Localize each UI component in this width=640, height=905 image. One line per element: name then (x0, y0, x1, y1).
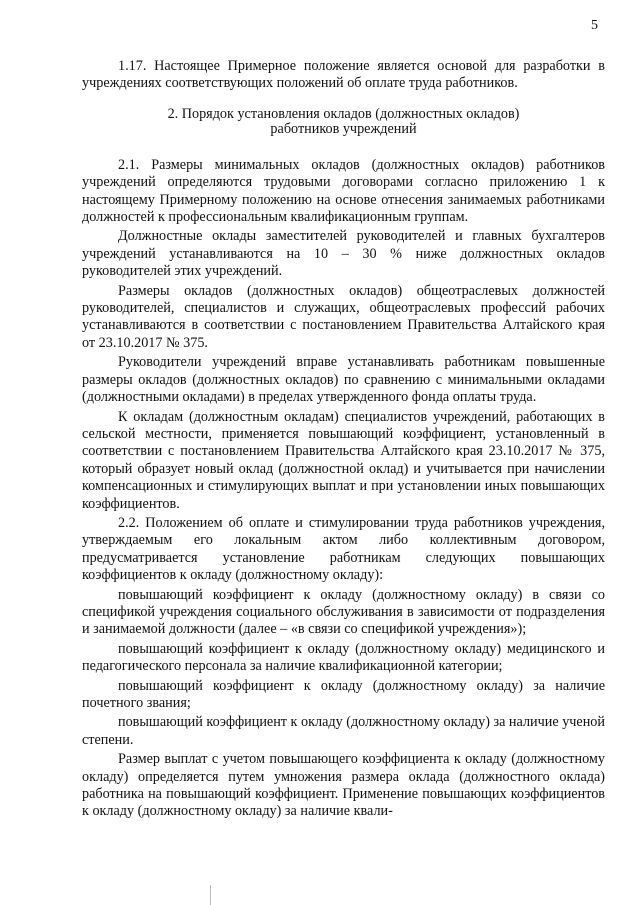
list-item-2: повышающий коэффициент к окладу (должностному окладу) медицинского и педагогического персонала за наличие квалификационной категории; (82, 640, 605, 675)
section-heading (82, 107, 605, 137)
section-heading-line-1: 2. Порядок установления окладов (должностных окладов) (167, 105, 520, 122)
paragraph-1-17: 1.17. Настоящее Примерное положение является основой для разработки в учреждениях соответствующих положений об оплате труда работников. (82, 58, 605, 92)
document-body (82, 58, 605, 821)
paragraph-salaries: Размеры окладов (должностных окладов) общеотраслевых должностей руководителей, специалистов и служащих, общеотраслевых профессий рабочих устанавливаются в соответствии с постановлением Правительства Алтайского края от 23.10.2017 № 375. (82, 282, 605, 351)
section-heading-line-2: работников учреждений (270, 120, 417, 137)
paragraph-heads: Руководители учреждений вправе устанавливать работникам повышенные размеры окладов (должностных окладов) по сравнению с минимальными окладами (должностными окладами) в пределах утвержденного фонда оплаты труда. (82, 354, 605, 406)
list-item-3: повышающий коэффициент к окладу (должностному окладу) за наличие почетного звания; (82, 677, 605, 711)
scan-mark (210, 885, 211, 905)
paragraph-deputies: Должностные оклады заместителей руководителей и главных бухгалтеров учреждений устанавливаются на 10 – 30 % ниже должностных окладов руководителей этих учреждений. (82, 228, 605, 280)
paragraph-2-2: 2.2. Положением об оплате и стимулировании труда работников учреждения, утверждаемым его локальным актом либо коллективным договором, предусматривается установление работникам следующих повышающих коэффициентов к окладу (должностному окладу): (82, 514, 605, 584)
page-number: 5 (591, 18, 598, 33)
paragraph-2-1: 2.1. Размеры минимальных окладов (должностных окладов) работников учреждений определяются трудовыми договорами согласно приложению 1 к настоящему Примерному положению на основе отнесения занимаемых работниками должностей к профессиональным квалификационным группам. (82, 156, 605, 226)
list-item-4: повышающий коэффициент к окладу (должностному окладу) за наличие ученой степени. (82, 714, 605, 748)
list-item-1: повышающий коэффициент к окладу (должностному окладу) в связи со спецификой учреждения социального обслуживания в зависимости от подразделения и занимаемой должности (далее – «в связи со спецификой учреждения»); (82, 586, 605, 638)
paragraph-rural: К окладам (должностным окладам) специалистов учреждений, работающих в сельской местности, применяется повышающий коэффициент, установленный в соответствии с постановлением Правительства Алтайского края 23.10.2017 № 375, который образует новый оклад (должностной оклад) и учитывается при начислении компенсационных и стимулирующих выплат и при установлении иных повышающих коэффициентов. (82, 408, 605, 512)
paragraph-payment-size: Размер выплат с учетом повышающего коэффициента к окладу (должностному окладу) определяется путем умножения размера оклада (должностного оклада) работника на повышающий коэффициент. Применение повышающих коэффициентов к окладу (должностному окладу) за наличие квали- (82, 751, 605, 820)
